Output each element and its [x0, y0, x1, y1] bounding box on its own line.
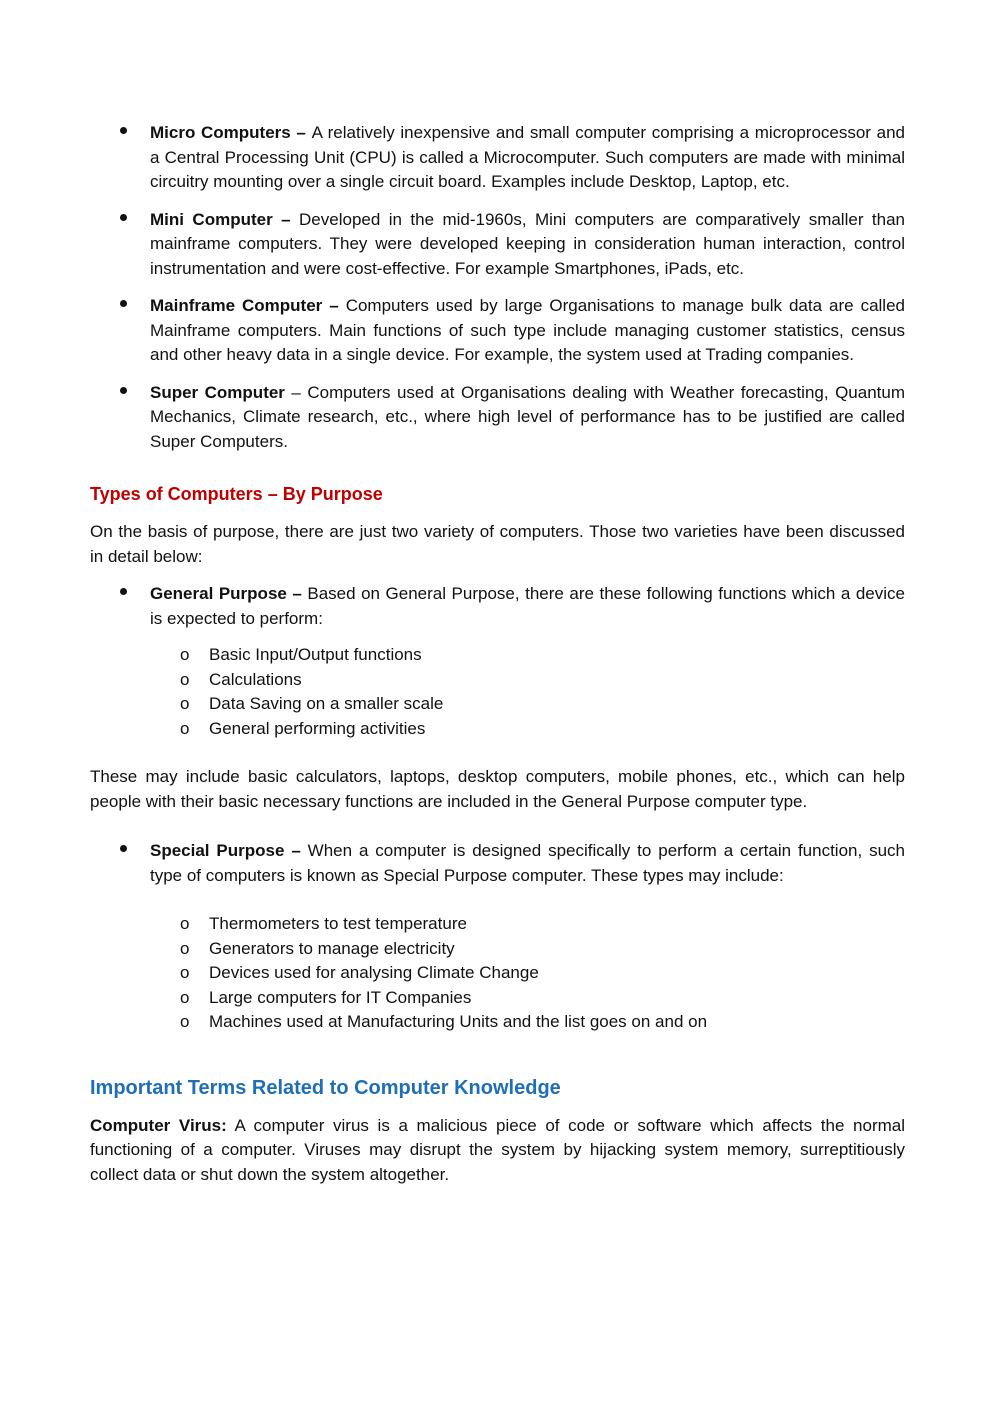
bullet-icon — [120, 387, 127, 394]
sub-item-text: Large computers for IT Companies — [209, 987, 472, 1007]
term-separator: – — [272, 209, 300, 229]
list-item — [90, 582, 905, 631]
circle-bullet-icon: o — [180, 938, 190, 958]
list-item — [90, 643, 905, 668]
computer-virus-paragraph — [90, 1114, 905, 1188]
sub-item-text: Data Saving on a smaller scale — [209, 694, 444, 713]
list-item — [90, 208, 905, 282]
computer-types-by-size-list — [90, 121, 905, 454]
circle-bullet-icon: o — [180, 987, 190, 1007]
term-separator: – — [290, 123, 312, 142]
general-purpose-functions-list — [90, 643, 905, 741]
term-separator: – — [322, 296, 346, 315]
list-item — [90, 912, 905, 937]
circle-bullet-icon: o — [180, 718, 190, 738]
sub-item-text: Thermometers to test temperature — [209, 914, 467, 933]
circle-bullet-icon: o — [180, 914, 190, 933]
circle-bullet-icon: o — [180, 669, 190, 689]
term-description: A relatively inexpensive and small computer comprising a microprocessor and a Central Processing Unit (CPU) is called a Microcomputer. Such computers are made with minimal circuitry mounting over a single circuit board. Examples include Desktop, Laptop, etc. — [150, 123, 906, 191]
term-label: Computer Virus: — [90, 1115, 227, 1135]
section-heading-important-terms: Important Terms Related to Computer Knowledge — [90, 1076, 561, 1099]
sub-item-text: Generators to manage electricity — [209, 938, 455, 958]
list-item — [90, 381, 905, 455]
purpose-intro-paragraph: On the basis of purpose, there are just two variety of computers. Those two varieties have been discussed in detail below: — [90, 522, 905, 566]
term-label: Micro Computers — [150, 123, 291, 142]
circle-bullet-icon: o — [180, 694, 190, 713]
list-item — [90, 839, 905, 888]
list-item — [90, 294, 905, 368]
list-item — [90, 121, 905, 195]
circle-bullet-icon: o — [180, 645, 190, 664]
sub-item-text: Machines used at Manufacturing Units and the list goes on and on — [209, 1012, 708, 1031]
document-content — [90, 121, 905, 1187]
term-description: Computers used at Organisations dealing with Weather forecasting, Quantum Mechanics, Climate research, etc., where high level of performance has to be justified are called Super Computers. — [150, 382, 905, 451]
general-purpose-summary-paragraph: These may include basic calculators, laptops, desktop computers, mobile phones, etc., which can help people with their basic necessary functions are included in the General Purpose computer type. — [90, 767, 905, 811]
list-item — [90, 717, 905, 742]
general-purpose-list — [90, 582, 905, 631]
list-item — [90, 961, 905, 986]
circle-bullet-icon: o — [180, 963, 190, 982]
sub-item-text: Devices used for analysing Climate Change — [209, 963, 539, 982]
term-separator: – — [286, 584, 308, 603]
bullet-icon — [120, 214, 127, 221]
list-item — [90, 668, 905, 693]
term-description: Developed in the mid-1960s, Mini computers are comparatively smaller than mainframe computers. They were developed keeping in consideration human interaction, control instrumentation and were cost-effective. For example Smartphones, iPads, etc. — [150, 209, 905, 278]
list-item — [90, 1010, 905, 1035]
term-label: Super Computer — [150, 382, 285, 402]
term-description: A computer virus is a malicious piece of code or software which affects the normal functioning of a computer. Viruses may disrupt the system by hijacking system memory, surreptitiously collect data or shut down the system altogether. — [90, 1115, 906, 1184]
term-label: Special Purpose — [150, 841, 285, 860]
sub-item-text: General performing activities — [209, 718, 426, 738]
special-purpose-types-list — [90, 912, 905, 1035]
bullet-icon — [120, 845, 127, 852]
term-label: Mainframe Computer — [150, 296, 323, 315]
term-label: Mini Computer — [150, 209, 273, 229]
special-purpose-list — [90, 839, 905, 888]
term-separator: – — [284, 841, 308, 860]
bullet-icon — [120, 300, 127, 307]
bullet-icon — [120, 588, 127, 595]
term-label: General Purpose — [150, 584, 287, 603]
term-description: When a computer is designed specifically to perform a certain function, such type of computers is known as Special Purpose computer. These types may include: — [150, 841, 905, 885]
term-description: Based on General Purpose, there are these following functions which a device is expected to perform: — [150, 584, 905, 628]
list-item — [90, 986, 905, 1011]
circle-bullet-icon: o — [180, 1012, 190, 1031]
bullet-icon — [120, 127, 127, 134]
sub-item-text: Basic Input/Output functions — [209, 645, 422, 664]
list-item — [90, 937, 905, 962]
section-heading-by-purpose: Types of Computers – By Purpose — [90, 484, 383, 504]
term-separator: – — [284, 382, 308, 402]
list-item — [90, 692, 905, 717]
term-description: Computers used by large Organisations to manage bulk data are called Mainframe computers. Main functions of such type include managing customer statistics, census and other heavy data in a single device. For example, the system used at Trading companies. — [150, 296, 905, 364]
sub-item-text: Calculations — [209, 669, 302, 689]
